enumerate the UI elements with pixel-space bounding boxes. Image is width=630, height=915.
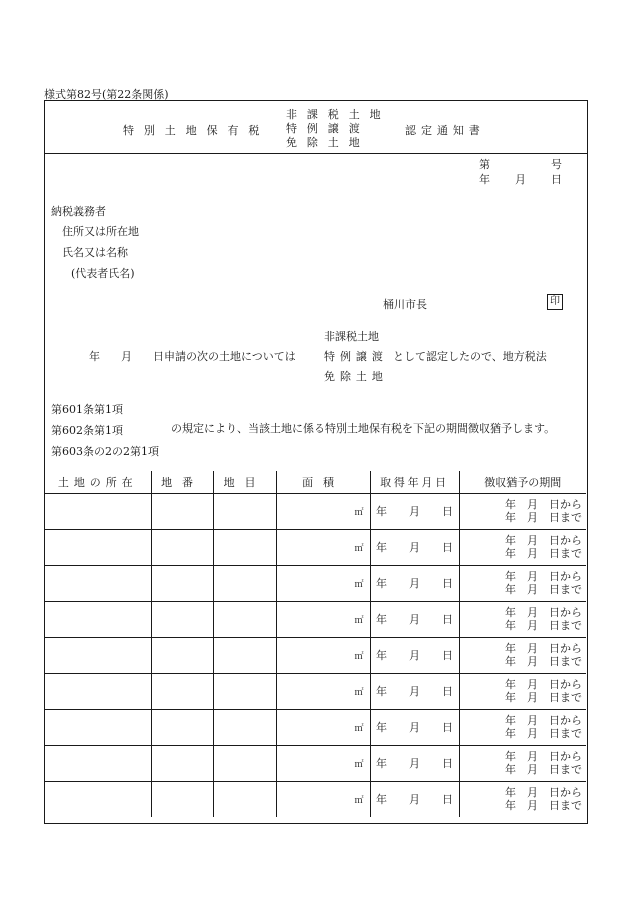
acq-month: 月: [409, 541, 420, 554]
period-from: 年 月 日から: [505, 714, 582, 727]
cell-acquisition-date[interactable]: [370, 709, 459, 745]
cell-acquisition-date[interactable]: [370, 493, 459, 529]
acq-year: 年: [376, 649, 387, 662]
period-from: 年 月 日から: [505, 498, 582, 511]
taxpayer-heading: 納税義務者: [51, 205, 106, 218]
cell-land-category[interactable]: [213, 673, 276, 709]
title-option-specialTransfer: 特例譲渡: [286, 122, 370, 135]
table-row: [45, 529, 586, 565]
table-row: [45, 565, 586, 601]
acq-month: 月: [409, 685, 420, 698]
doc-number-go: 号: [551, 158, 562, 171]
date-year: 年: [479, 173, 490, 186]
period-to: 年 月 日まで: [505, 619, 582, 632]
body-articles: [51, 399, 159, 462]
body-application-text: 日申請の次の土地については: [153, 350, 296, 363]
body-recognized-text: として認定したので、地方税法: [393, 350, 547, 363]
area-unit: ㎡: [354, 507, 364, 518]
cell-land-category[interactable]: [213, 565, 276, 601]
acq-month: 月: [409, 649, 420, 662]
acq-year: 年: [376, 505, 387, 518]
land-table-body: [45, 493, 586, 817]
cell-acquisition-date[interactable]: [370, 565, 459, 601]
area-unit: ㎡: [354, 795, 364, 806]
header-land-category: 地目: [213, 471, 276, 493]
cell-lot-number[interactable]: [151, 601, 213, 637]
date-month: 月: [515, 173, 526, 186]
taxpayer-representative-label: (代表者氏名): [71, 267, 135, 280]
area-unit: ㎡: [354, 615, 364, 626]
acq-month: 月: [409, 757, 420, 770]
cell-deferral-period[interactable]: [459, 565, 586, 601]
body-options: [324, 327, 388, 387]
header-area: 面積: [276, 471, 370, 493]
period-from: 年 月 日から: [505, 606, 582, 619]
cell-acquisition-date[interactable]: [370, 601, 459, 637]
body-option-specialTransfer: 特例譲渡: [324, 350, 388, 363]
acq-year: 年: [376, 721, 387, 734]
cell-area[interactable]: [276, 781, 370, 817]
area-unit: ㎡: [354, 759, 364, 770]
table-row: [45, 637, 586, 673]
cell-land-category[interactable]: [213, 601, 276, 637]
acq-year: 年: [376, 577, 387, 590]
period-from: 年 月 日から: [505, 750, 582, 763]
cell-land-category[interactable]: [213, 781, 276, 817]
body-provision-text: の規定により、当該土地に係る特別土地保有税を下記の期間徴収猶予します。: [171, 422, 556, 435]
acq-day: 日: [442, 721, 453, 734]
body-article-602: 第602条第1項: [51, 424, 123, 437]
title-option-exempt: 免除土地: [286, 136, 370, 149]
acq-year: 年: [376, 613, 387, 626]
cell-area[interactable]: [276, 601, 370, 637]
cell-location[interactable]: [45, 637, 151, 673]
cell-land-category[interactable]: [213, 493, 276, 529]
acq-month: 月: [409, 613, 420, 626]
title-options: [286, 108, 391, 150]
cell-land-category[interactable]: [213, 529, 276, 565]
area-unit: ㎡: [354, 651, 364, 662]
title-divider: [45, 153, 587, 154]
issuer-name: 桶川市長: [383, 298, 427, 311]
cell-area[interactable]: [276, 637, 370, 673]
acq-day: 日: [442, 577, 453, 590]
cell-location[interactable]: [45, 565, 151, 601]
body-article-603: 第603条の2の2第1項: [51, 445, 159, 458]
doc-number-dai: 第: [479, 158, 490, 171]
table-row: [45, 709, 586, 745]
cell-lot-number[interactable]: [151, 709, 213, 745]
cell-area[interactable]: [276, 493, 370, 529]
period-from: 年 月 日から: [505, 570, 582, 583]
title-suffix: 認定通知書: [405, 124, 485, 137]
period-to: 年 月 日まで: [505, 511, 582, 524]
land-table: [45, 471, 586, 817]
table-row: [45, 673, 586, 709]
title-prefix: 特別土地保有税: [123, 124, 270, 137]
acq-year: 年: [376, 685, 387, 698]
table-row: [45, 745, 586, 781]
cell-deferral-period[interactable]: [459, 709, 586, 745]
cell-acquisition-date[interactable]: [370, 745, 459, 781]
title-option-nonTaxable: 非課税土地: [286, 108, 391, 121]
cell-lot-number[interactable]: [151, 781, 213, 817]
cell-acquisition-date[interactable]: [370, 637, 459, 673]
period-from: 年 月 日から: [505, 642, 582, 655]
body-article-601: 第601条第1項: [51, 403, 123, 416]
area-unit: ㎡: [354, 579, 364, 590]
header-location: 土地の所在: [45, 471, 151, 493]
acq-month: 月: [409, 721, 420, 734]
period-to: 年 月 日まで: [505, 763, 582, 776]
taxpayer-address-label: 住所又は所在地: [62, 225, 139, 238]
area-unit: ㎡: [354, 687, 364, 698]
header-acquisition-date: 取得年月日: [370, 471, 459, 493]
acq-day: 日: [442, 685, 453, 698]
cell-lot-number[interactable]: [151, 673, 213, 709]
cell-land-category[interactable]: [213, 637, 276, 673]
date-day: 日: [551, 173, 562, 186]
form-number-label: 様式第82号(第22条関係): [44, 88, 169, 101]
land-table-header: [45, 471, 586, 493]
cell-land-category[interactable]: [213, 745, 276, 781]
cell-deferral-period[interactable]: [459, 745, 586, 781]
area-unit: ㎡: [354, 543, 364, 554]
acq-day: 日: [442, 613, 453, 626]
body-year: 年: [89, 350, 100, 363]
cell-location[interactable]: [45, 781, 151, 817]
acq-year: 年: [376, 541, 387, 554]
cell-lot-number[interactable]: [151, 529, 213, 565]
cell-area[interactable]: [276, 745, 370, 781]
acq-day: 日: [442, 649, 453, 662]
cell-area[interactable]: [276, 565, 370, 601]
period-from: 年 月 日から: [505, 534, 582, 547]
acq-month: 月: [409, 577, 420, 590]
cell-location[interactable]: [45, 529, 151, 565]
acq-day: 日: [442, 505, 453, 518]
period-to: 年 月 日まで: [505, 799, 582, 813]
notice-form: [44, 100, 588, 824]
seal-mark: 印: [547, 294, 563, 310]
cell-deferral-period[interactable]: [459, 529, 586, 565]
table-row: [45, 781, 586, 817]
cell-location[interactable]: [45, 673, 151, 709]
header-deferral-period: 徴収猶予の期間: [459, 471, 586, 493]
table-row: [45, 601, 586, 637]
body-option-exempt: 免除土地: [324, 370, 388, 383]
cell-lot-number[interactable]: [151, 493, 213, 529]
cell-land-category[interactable]: [213, 709, 276, 745]
cell-acquisition-date[interactable]: [370, 529, 459, 565]
acq-day: 日: [442, 541, 453, 554]
cell-deferral-period[interactable]: [459, 673, 586, 709]
body-option-nonTaxable: 非課税土地: [324, 330, 379, 343]
cell-area[interactable]: [276, 709, 370, 745]
acq-year: 年: [376, 793, 387, 807]
period-to: 年 月 日まで: [505, 655, 582, 668]
acq-day: 日: [442, 757, 453, 770]
cell-lot-number[interactable]: [151, 637, 213, 673]
cell-acquisition-date[interactable]: [370, 781, 459, 817]
cell-location[interactable]: [45, 709, 151, 745]
cell-area[interactable]: [276, 673, 370, 709]
acq-year: 年: [376, 757, 387, 770]
cell-lot-number[interactable]: [151, 745, 213, 781]
period-from: 年 月 日から: [505, 678, 582, 691]
table-row: [45, 493, 586, 529]
cell-location[interactable]: [45, 601, 151, 637]
cell-lot-number[interactable]: [151, 565, 213, 601]
period-to: 年 月 日まで: [505, 691, 582, 704]
cell-deferral-period[interactable]: [459, 637, 586, 673]
cell-location[interactable]: [45, 493, 151, 529]
acq-month: 月: [409, 505, 420, 518]
cell-acquisition-date[interactable]: [370, 673, 459, 709]
period-to: 年 月 日まで: [505, 727, 582, 740]
cell-deferral-period[interactable]: [459, 601, 586, 637]
area-unit: ㎡: [354, 723, 364, 734]
period-to: 年 月 日まで: [505, 583, 582, 596]
cell-deferral-period[interactable]: [459, 493, 586, 529]
cell-area[interactable]: [276, 529, 370, 565]
acq-day: 日: [442, 793, 453, 807]
cell-location[interactable]: [45, 745, 151, 781]
cell-deferral-period[interactable]: [459, 781, 586, 817]
acq-month: 月: [409, 793, 420, 807]
period-from: 年 月 日から: [505, 786, 582, 800]
header-lot-number: 地番: [151, 471, 213, 493]
period-to: 年 月 日まで: [505, 547, 582, 560]
body-month: 月: [121, 350, 132, 363]
taxpayer-name-label: 氏名又は名称: [62, 246, 128, 259]
